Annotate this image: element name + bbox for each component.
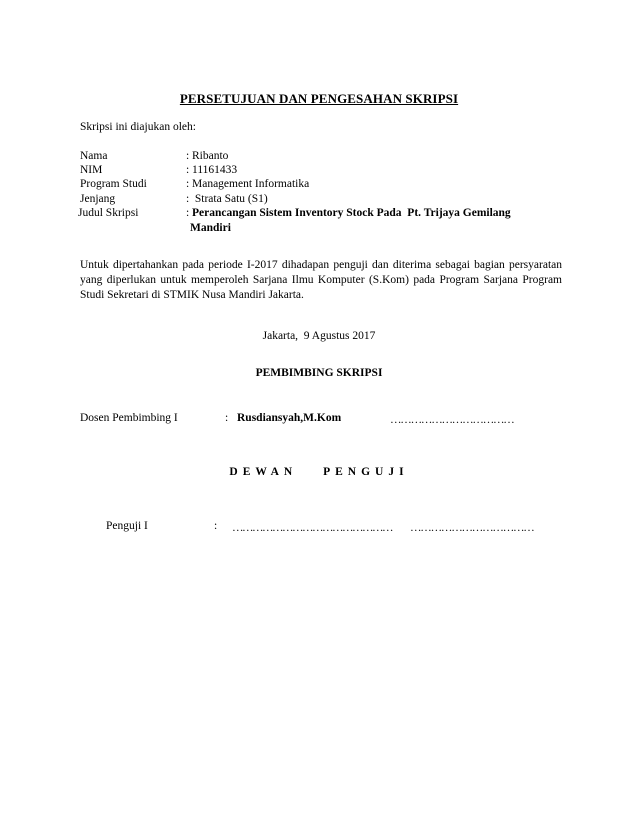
pembimbing-signature-line: ……………………………… [390,414,514,426]
pembimbing-label: Dosen Pembimbing I [80,412,178,424]
penguji-name-line: ………………………………………… [232,522,392,534]
field-value: Ribanto [192,150,229,162]
pembimbing-name: Rusdiansyah,M.Kom [237,412,342,424]
statement-paragraph: Untuk dipertahankan pada periode I-2017 dihadapan penguji dan diterima sebagai bagian persyaratan yang diperlukan untuk memperoleh Sarjana Ilmu Komputer (S.Kom) pada Program Sarjana Program Studi Sekretari di STMIK Nusa Mandiri Jakarta. [80,259,562,301]
field-label: Judul Skripsi [78,207,139,219]
penguji-signature-line: ……………………………… [410,522,534,534]
penguji-colon: : [214,520,218,532]
field-colon: : [186,178,190,190]
field-value: Strata Satu (S1) [192,193,268,205]
field-label: Nama [80,150,108,162]
field-colon: : [186,150,190,162]
field-colon: : [186,193,190,205]
document-title: PERSETUJUAN DAN PENGESAHAN SKRIPSI [179,91,459,106]
field-value-line2: Mandiri [190,222,231,234]
place-date [0,330,638,342]
place-date-text: Jakarta, 9 Agustus 2017 [262,330,376,342]
field-value-line1: Perancangan Sistem Inventory Stock Pada Pt. Trijaya Gemilang [192,207,511,219]
field-colon: : [186,207,190,219]
intro-text: Skripsi ini diajukan oleh: [80,121,196,133]
field-label: NIM [80,164,103,176]
dewan-penguji-heading: DEWAN PENGUJI [229,466,409,478]
field-label: Jenjang [80,193,116,205]
field-value: Management Informatika [192,178,310,190]
field-label: Program Studi [80,178,147,190]
field-colon: : [186,164,190,176]
penguji-label: Penguji I [106,520,148,532]
pembimbing-colon: : [225,412,229,424]
field-value: 11161433 [192,164,238,176]
pembimbing-heading: PEMBIMBING SKRIPSI [255,367,383,379]
